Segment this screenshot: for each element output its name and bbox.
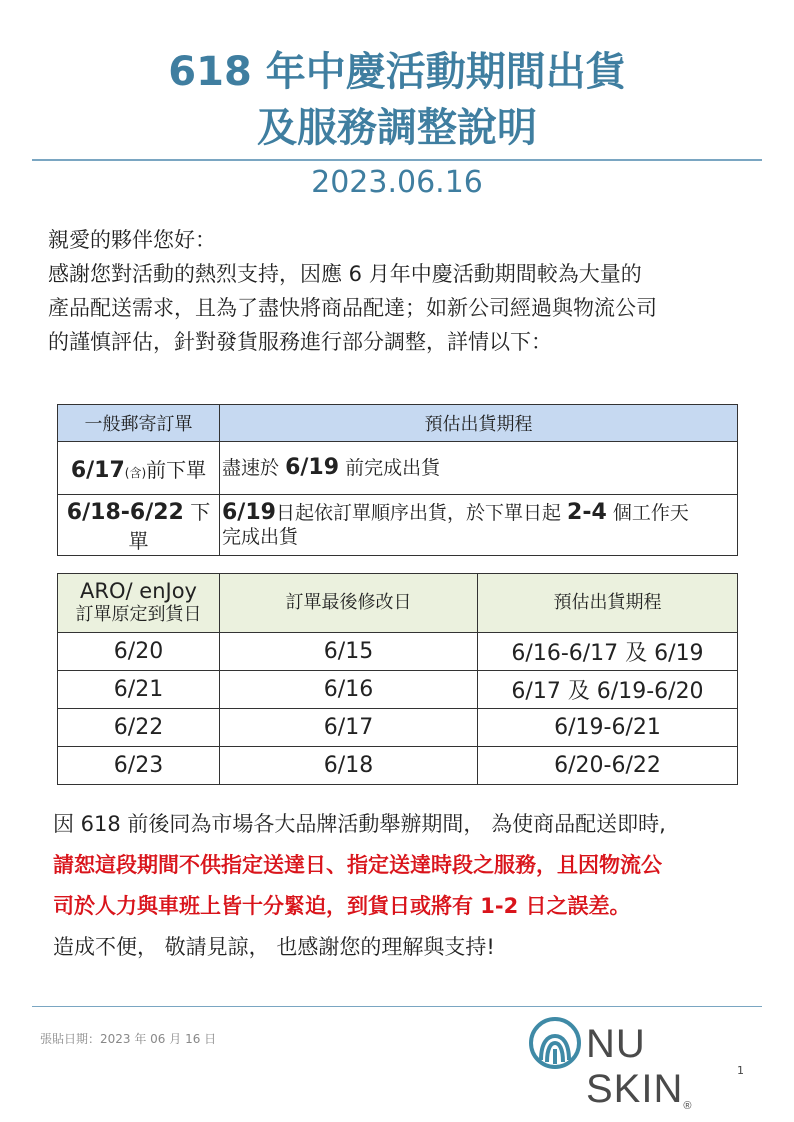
page-title-line2: 及服務調整說明: [257, 105, 537, 151]
logo-wordmark: NU SKIN: [586, 1022, 684, 1111]
table-row: [58, 747, 738, 785]
order-date-cell: [58, 495, 220, 556]
table-cell: 6/23: [58, 747, 220, 785]
table-row: [58, 671, 738, 709]
aro-enjoy-table: [57, 573, 738, 785]
table-cell: 6/22: [58, 709, 220, 747]
table-cell: 6/16-6/17 及 6/19: [478, 633, 738, 671]
column-header: 一般郵寄訂單: [58, 405, 220, 442]
table-row: [58, 633, 738, 671]
table-cell: 6/20-6/22: [478, 747, 738, 785]
schedule-date: 6/19: [222, 500, 276, 525]
order-date-cell: [58, 442, 220, 495]
table-cell: 6/19-6/21: [478, 709, 738, 747]
title-divider: [32, 159, 762, 161]
schedule-date: 6/19: [285, 455, 340, 480]
table-row: [58, 495, 738, 556]
table-header-row: [58, 574, 738, 633]
footer-divider: [32, 1006, 762, 1007]
inclusive-note: (含): [124, 465, 147, 480]
closing-line: 因 618 前後同為市場各大品牌活動舉辦期間， 為使商品配送即時,: [53, 812, 666, 836]
order-suffix: 前下單: [146, 457, 207, 482]
table-cell: 6/20: [58, 633, 220, 671]
schedule-text: 前完成出貨: [345, 457, 441, 479]
intro-line: 的謹慎評估，針對發貨服務進行部分調整，詳情以下：: [48, 330, 552, 354]
table-row: [58, 709, 738, 747]
order-date: 6/17: [70, 457, 125, 483]
announcement-date: 2023.06.16: [311, 165, 483, 200]
schedule-text: 完成出貨: [222, 526, 299, 548]
schedule-cell: [220, 495, 738, 556]
page-title-line1: 618 年中慶活動期間出貨: [168, 49, 626, 95]
schedule-text: 個工作天: [612, 502, 689, 524]
order-suffix: 下單: [128, 500, 211, 553]
schedule-cell: [220, 442, 738, 495]
greeting: 親愛的夥伴您好：: [48, 228, 216, 252]
closing-warning-line: 司於人力與車班上皆十分緊迫，到貨日或將有 1-2 日之誤差。: [53, 894, 631, 918]
column-header: 訂單最後修改日: [220, 574, 478, 633]
intro-paragraph: [48, 223, 768, 359]
logo-mark-icon: [528, 1016, 582, 1070]
column-header: 預估出貨期程: [478, 574, 738, 633]
intro-line: 產品配送需求，且為了盡快將商品配達；如新公司經過與物流公司: [48, 296, 657, 320]
table-header-row: [58, 405, 738, 442]
page-number: 1: [737, 1064, 744, 1077]
nu-skin-logo: [528, 1016, 764, 1112]
column-header: [58, 574, 220, 633]
closing-line: 造成不便， 敬請見諒， 也感謝您的理解與支持!: [53, 935, 495, 959]
closing-warning-line: 請恕這段期間不供指定送達日、指定送達時段之服務，且因物流公: [53, 853, 662, 877]
intro-line: 感謝您對活動的熱烈支持，因應 6 月年中慶活動期間較為大量的: [48, 262, 642, 286]
table-cell: 6/17 及 6/19-6/20: [478, 671, 738, 709]
schedule-days: 2-4: [567, 500, 607, 525]
column-header-line1: ARO/ enJoy: [80, 579, 197, 603]
mail-order-table: [57, 404, 738, 556]
column-header: 預估出貨期程: [220, 405, 738, 442]
registered-mark: ®: [683, 1100, 693, 1112]
table-cell: 6/18: [220, 747, 478, 785]
table-cell: 6/16: [220, 671, 478, 709]
table-cell: 6/21: [58, 671, 220, 709]
table-cell: 6/17: [220, 709, 478, 747]
table-row: [58, 442, 738, 495]
order-date: 6/18-6/22: [66, 500, 184, 525]
column-header-line2: 訂單原定到貨日: [75, 604, 202, 625]
schedule-text: 日起依訂單順序出貨，於下單日起: [275, 502, 561, 524]
posted-date: 張貼日期：2023 年 06 月 16 日: [40, 1032, 217, 1046]
table-cell: 6/15: [220, 633, 478, 671]
schedule-text: 盡速於: [222, 457, 280, 479]
